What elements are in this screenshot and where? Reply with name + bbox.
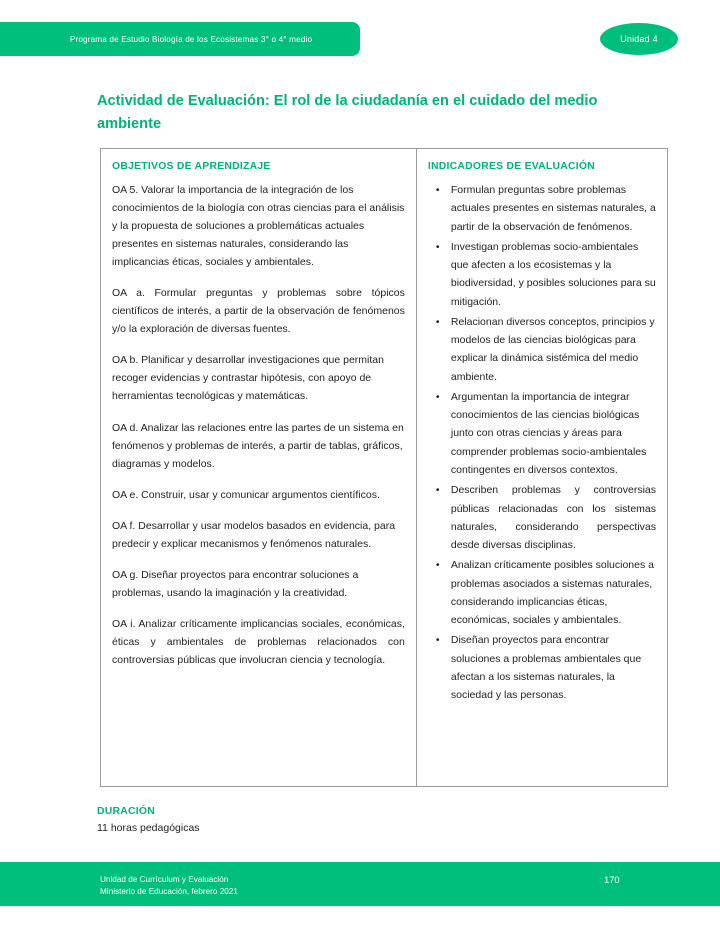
evaluation-indicator-text: Analizan críticamente posibles soluciones a problemas asociados a sistemas naturales, considerando implicancias éticas, económicas, sociales y ambientales. bbox=[450, 559, 654, 627]
unit-badge-label: Unidad 4 bbox=[620, 34, 658, 44]
learning-objectives-list bbox=[112, 181, 405, 669]
evaluation-indicators-list bbox=[428, 181, 656, 704]
footer-line-1: Unidad de Currículum y Evaluación bbox=[100, 875, 229, 884]
unit-badge bbox=[600, 23, 678, 55]
evaluation-indicator-item bbox=[428, 481, 656, 554]
learning-objective-paragraph: OA i. Analizar críticamente implicancias sociales, económicas, éticas y ambientales de problemas relacionados con controversias públicas que involucran ciencia y tecnología. bbox=[112, 617, 405, 666]
bullet-icon: • bbox=[435, 559, 440, 572]
objectives-indicators-table bbox=[100, 148, 668, 787]
footer-credits bbox=[100, 874, 238, 899]
evaluation-indicator-item bbox=[428, 313, 656, 386]
evaluation-indicator-text: Describen problemas y controversias públicas relacionadas con los sistemas naturales, considerando perspectivas desde diversas disciplinas. bbox=[450, 484, 656, 552]
bullet-icon: • bbox=[435, 634, 440, 647]
footer-line-2: Ministerio de Educación, febrero 2021 bbox=[100, 887, 238, 897]
learning-objectives-heading: OBJETIVOS DE APRENDIZAJE bbox=[112, 161, 271, 172]
duration-block bbox=[97, 806, 200, 837]
page-number: 170 bbox=[604, 874, 620, 885]
evaluation-indicator-item bbox=[428, 238, 656, 311]
evaluation-indicator-item bbox=[428, 631, 656, 704]
evaluation-indicator-item bbox=[428, 556, 656, 629]
bullet-icon: • bbox=[435, 184, 440, 196]
bullet-icon: • bbox=[435, 390, 440, 403]
learning-objective-paragraph: OA 5. Valorar la importancia de la integración de los conocimientos de la biología con otras ciencias para el análisis y la propuesta de soluciones a problemáticas actuales presentes en sistemas naturales, considerando las implicancias éticas, sociales y ambientales. bbox=[112, 184, 405, 269]
evaluation-indicator-text: Argumentan la importancia de integrar conocimientos de las ciencias biológicas junto con otras ciencias y áreas para comprender problemas socio-ambientales contingentes en diversos contextos. bbox=[450, 390, 647, 476]
learning-objective-paragraph: OA g. Diseñar proyectos para encontrar soluciones a problemas, usando la imaginación y la creatividad. bbox=[112, 568, 359, 599]
learning-objective-paragraph: OA e. Construir, usar y comunicar argumentos científicos. bbox=[112, 488, 380, 501]
duration-heading: DURACIÓN bbox=[97, 806, 155, 817]
learning-objective-paragraph: OA d. Analizar las relaciones entre las partes de un sistema en fenómenos y problemas de interés, a partir de tablas, gráficos, diagramas y modelos. bbox=[112, 421, 404, 470]
header-banner-text: Programa de Estudio Biología de los Ecosistemas 3° o 4° medio bbox=[69, 34, 313, 44]
evaluation-indicator-item bbox=[428, 388, 656, 479]
learning-objectives-column bbox=[101, 149, 417, 786]
bullet-icon: • bbox=[435, 240, 440, 253]
evaluation-indicators-column bbox=[417, 149, 667, 786]
page-title: Actividad de Evaluación: El rol de la ciudadanía en el cuidado del medio ambiente bbox=[97, 92, 598, 133]
evaluation-indicator-text: Diseñan proyectos para encontrar soluciones a problemas ambientales que afectan a los sistemas naturales, la sociedad y las personas. bbox=[450, 634, 642, 702]
header-banner bbox=[0, 22, 360, 56]
learning-objective-paragraph: OA f. Desarrollar y usar modelos basados en evidencia, para predecir y explicar mecanismos y fenómenos naturales. bbox=[112, 519, 396, 550]
evaluation-indicator-text: Investigan problemas socio-ambientales que afecten a los ecosistemas y la biodiversidad, y posibles soluciones para su mitigación. bbox=[450, 240, 656, 308]
duration-value: 11 horas pedagógicas bbox=[97, 822, 200, 834]
evaluation-indicator-text: Relacionan diversos conceptos, principios y modelos de las ciencias biológicas para explicar la dinámica sistémica del medio ambiente. bbox=[450, 315, 655, 383]
evaluation-indicator-text: Formulan preguntas sobre problemas actuales presentes en sistemas naturales, a partir de la observación de fenómenos. bbox=[450, 184, 656, 233]
bullet-icon: • bbox=[435, 484, 440, 497]
learning-objective-paragraph: OA b. Planificar y desarrollar investigaciones que permitan recoger evidencias y contrastar hipótesis, con apoyo de herramientas tecnológicas y matemáticas. bbox=[112, 354, 384, 403]
evaluation-indicator-item bbox=[428, 181, 656, 236]
learning-objective-paragraph: OA a. Formular preguntas y problemas sobre tópicos científicos de interés, a partir de la observación de fenómenos y/o la exploración de diversas fuentes. bbox=[112, 287, 405, 336]
evaluation-indicators-heading: INDICADORES DE EVALUACIÓN bbox=[427, 161, 595, 172]
bullet-icon: • bbox=[435, 315, 440, 328]
